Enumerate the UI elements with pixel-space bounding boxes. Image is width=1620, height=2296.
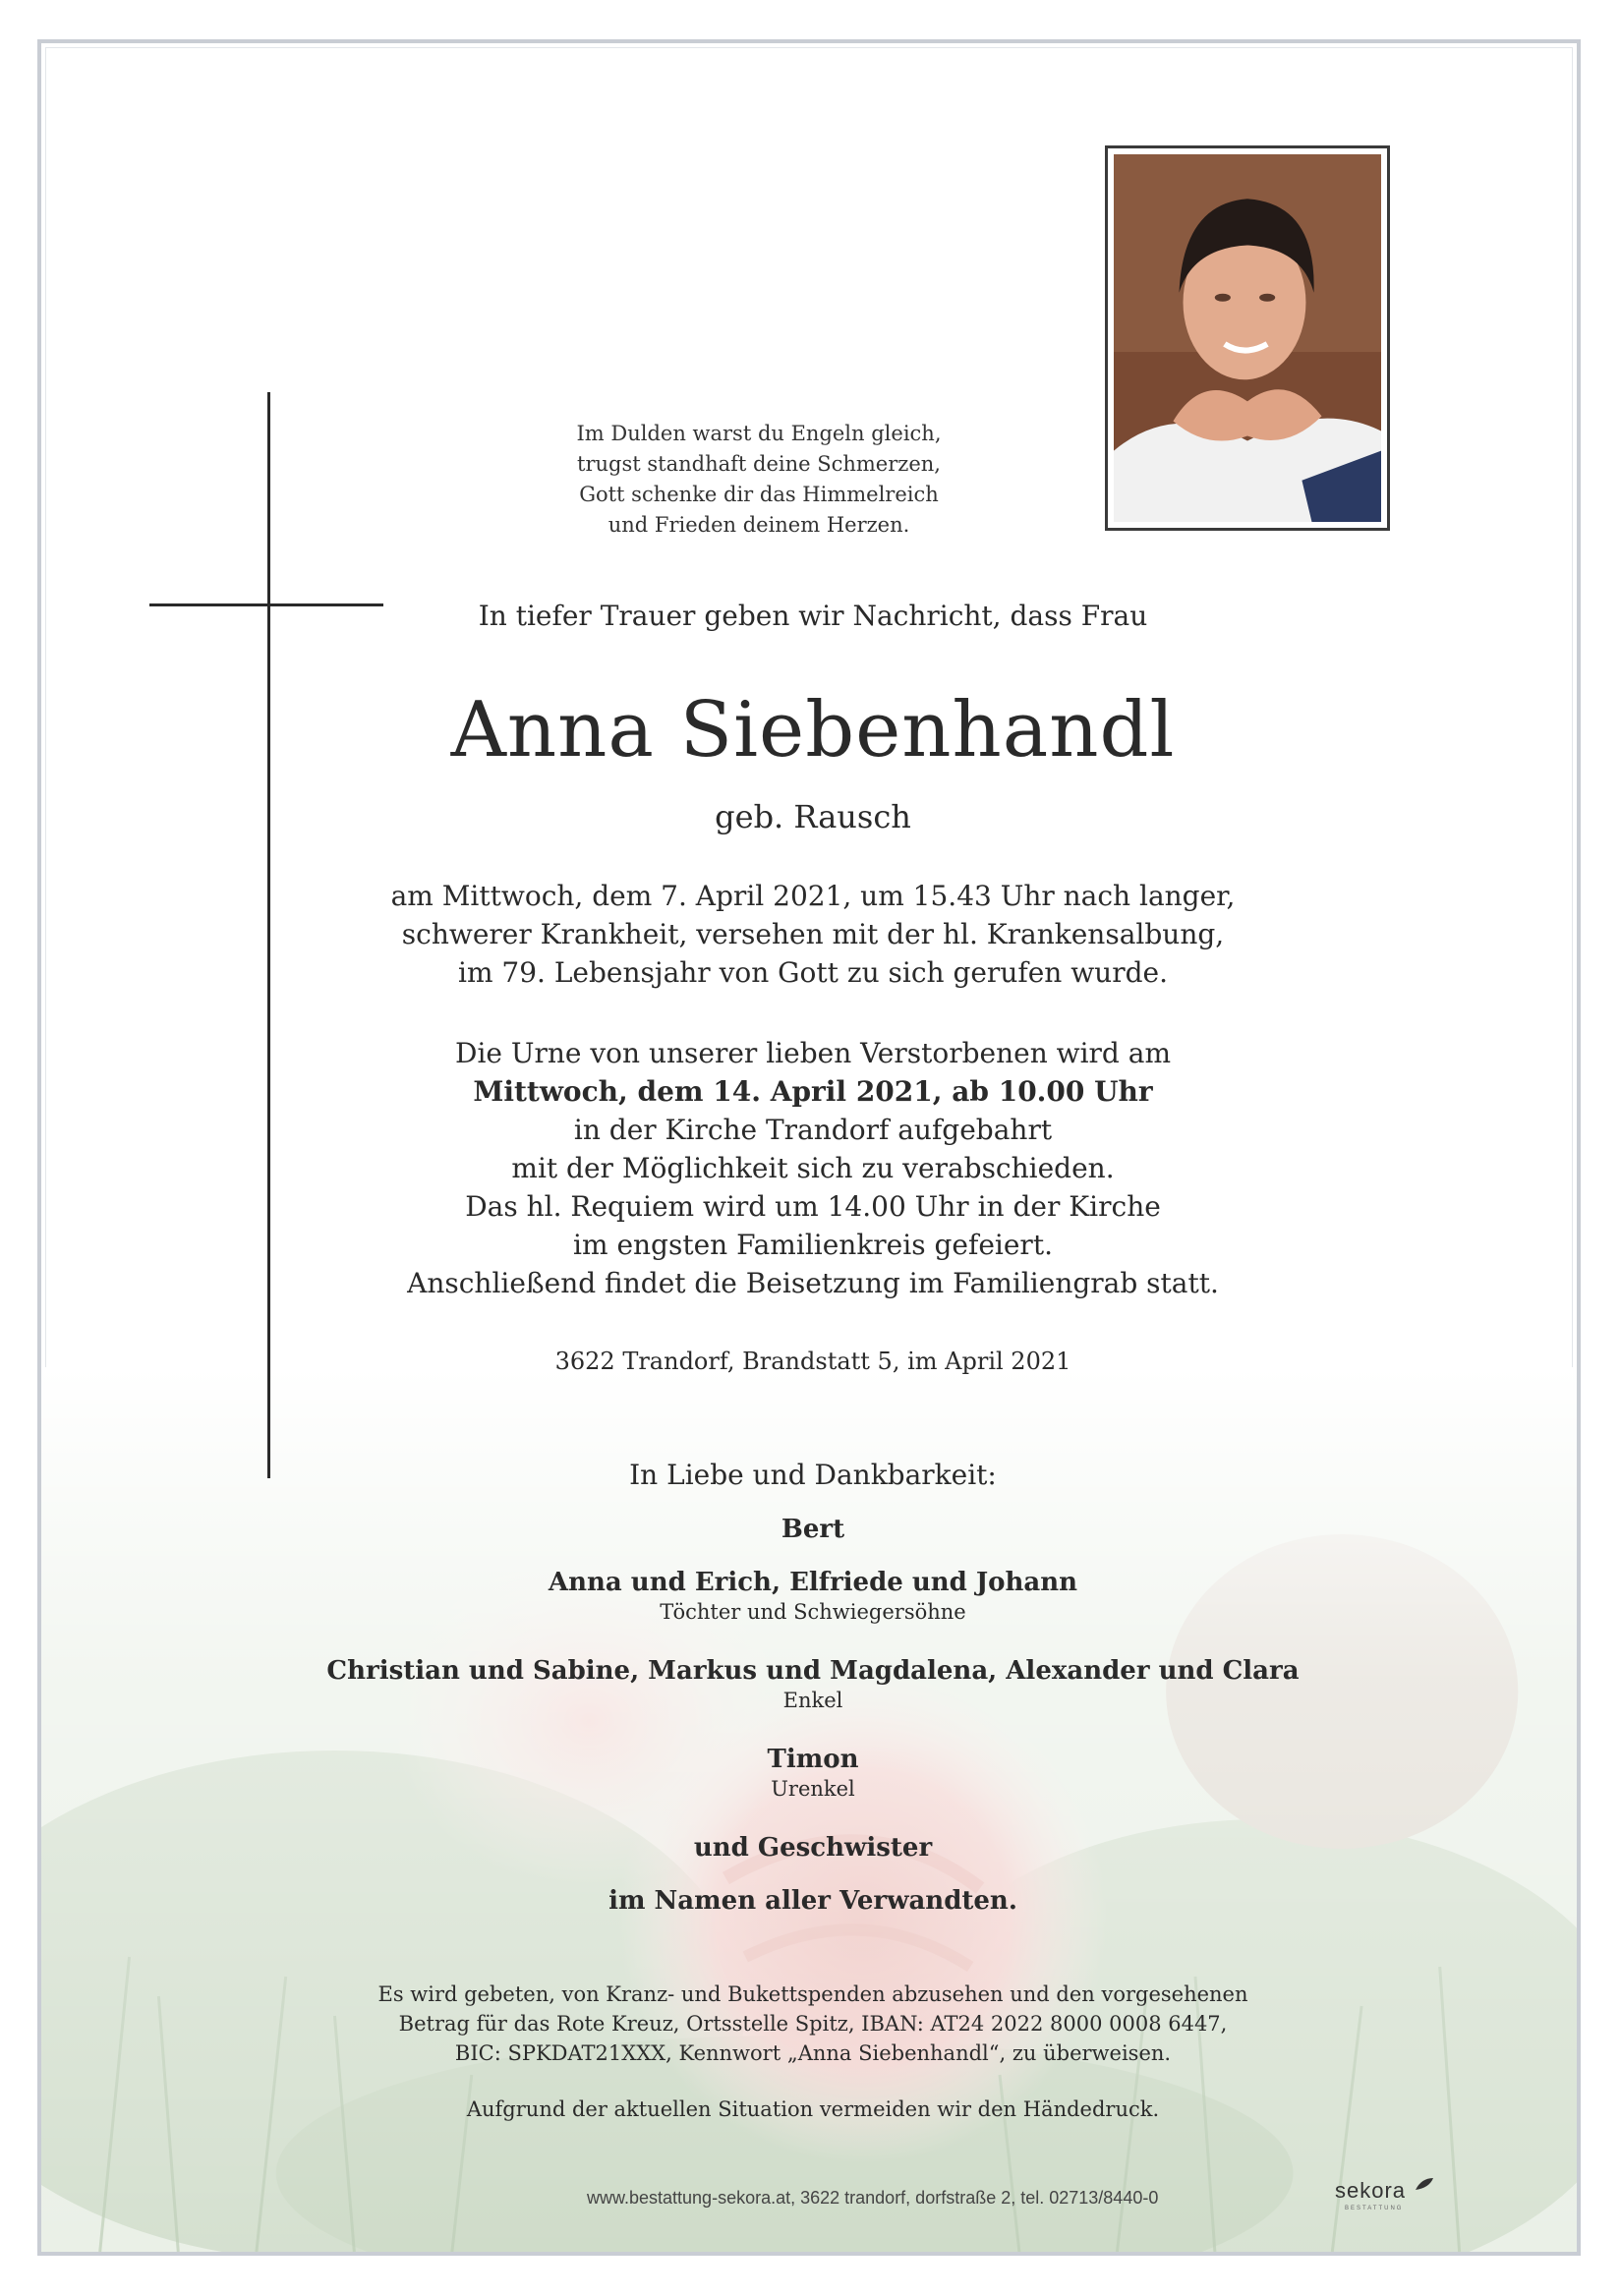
funeral-line: Das hl. Requiem wird um 14.00 Uhr in der Kirche	[465, 1190, 1161, 1223]
funeral-line: Anschließend findet die Beisetzung im Familiengrab statt.	[407, 1267, 1219, 1299]
poem-line: Im Dulden warst du Engeln gleich,	[576, 422, 942, 445]
footer-contact: www.bestattung-sekora.at, 3622 trandorf, dorfstraße 2, tel. 02713/8440-0	[587, 2188, 1159, 2208]
donation-line: BIC: SPKDAT21XXX, Kennwort „Anna Siebenhandl“, zu überweisen.	[454, 2041, 1172, 2065]
portrait-image	[1114, 154, 1381, 522]
death-details	[41, 877, 1581, 992]
handshake-notice: Aufgrund der aktuellen Situation vermeiden wir den Händedruck.	[466, 2097, 1160, 2121]
intro-text: In tiefer Trauer geben wir Nachricht, dass Frau	[478, 600, 1148, 632]
portrait-photo	[1105, 145, 1390, 531]
donation-notice	[41, 1980, 1581, 2068]
grandchildren-role: Enkel	[782, 1689, 843, 1712]
maiden-name: geb. Rausch	[715, 798, 911, 835]
spouse-name: Bert	[781, 1515, 845, 1544]
funeral-line: Die Urne von unserer lieben Verstorbenen wird am	[455, 1037, 1171, 1069]
logo-subtitle: BESTATTUNG	[1345, 2206, 1404, 2211]
sekora-logo	[1335, 2178, 1407, 2211]
poem	[552, 419, 965, 541]
grandchildren-names: Christian und Sabine, Markus und Magdalena, Alexander und Clara	[326, 1656, 1300, 1686]
funeral-details	[41, 1034, 1581, 1302]
leaf-icon	[1414, 2176, 1435, 2192]
poem-line: trugst standhaft deine Schmerzen,	[577, 452, 941, 476]
page-frame	[37, 39, 1581, 2256]
poem-line: Gott schenke dir das Himmelreich	[579, 483, 939, 506]
death-line: schwerer Krankheit, versehen mit der hl. Krankensalbung,	[401, 918, 1225, 950]
place-date: 3622 Trandorf, Brandstatt 5, im April 2021	[554, 1348, 1071, 1375]
death-line: am Mittwoch, dem 7. April 2021, um 15.43 Uhr nach langer,	[390, 880, 1236, 912]
deceased-name: Anna Siebenhandl	[450, 686, 1176, 775]
great-grandchild-role: Urenkel	[771, 1777, 855, 1801]
funeral-line: in der Kirche Trandorf aufgebahrt	[573, 1114, 1053, 1146]
funeral-date: Mittwoch, dem 14. April 2021, ab 10.00 Uhr	[473, 1075, 1153, 1108]
family-list	[41, 1459, 1581, 1918]
relatives: im Namen aller Verwandten.	[608, 1886, 1017, 1916]
daughters-role: Töchter und Schwiegersöhne	[660, 1600, 966, 1624]
donation-line: Betrag für das Rote Kreuz, Ortsstelle Spitz, IBAN: AT24 2022 8000 0008 6447,	[398, 2012, 1228, 2036]
siblings: und Geschwister	[693, 1833, 933, 1863]
family-heading: In Liebe und Dankbarkeit:	[629, 1459, 997, 1491]
death-line: im 79. Lebensjahr von Gott zu sich gerufen wurde.	[457, 956, 1168, 989]
funeral-line: mit der Möglichkeit sich zu verabschieden.	[511, 1152, 1115, 1184]
daughters-names: Anna und Erich, Elfriede und Johann	[548, 1568, 1078, 1597]
great-grandchild-name: Timon	[767, 1745, 859, 1774]
logo-word: sekora	[1335, 2178, 1407, 2203]
donation-line: Es wird gebeten, von Kranz- und Bukettspenden abzusehen und den vorgesehenen	[377, 1982, 1248, 2006]
funeral-line: im engsten Familienkreis gefeiert.	[573, 1229, 1053, 1261]
poem-line: und Frieden deinem Herzen.	[608, 513, 910, 537]
